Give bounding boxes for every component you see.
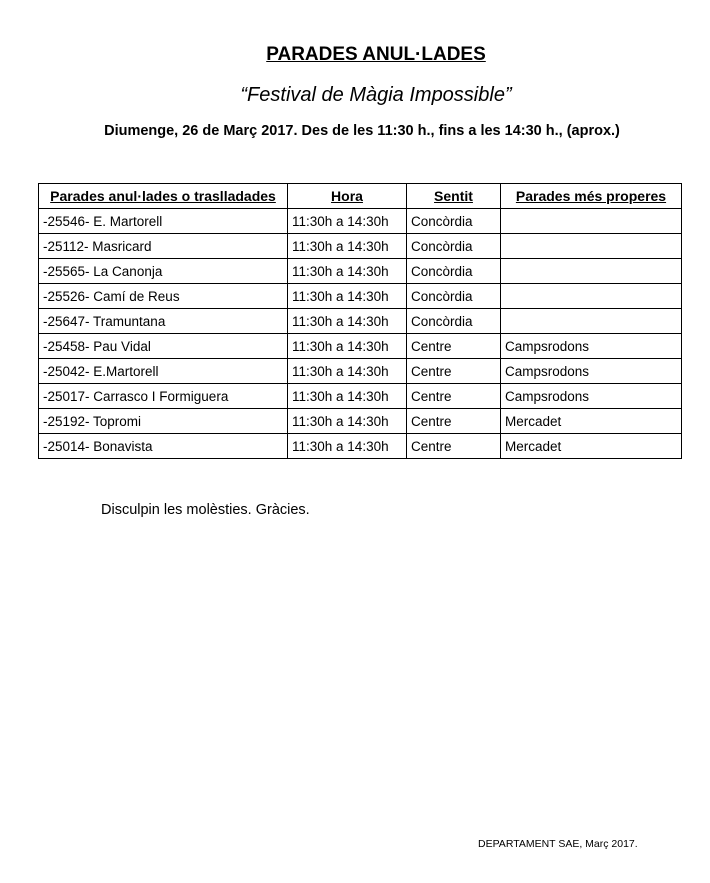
page-title: PARADES ANUL·LADES bbox=[266, 44, 486, 65]
time-cell: 11:30h a 14:30h bbox=[288, 309, 407, 334]
time-cell: 11:30h a 14:30h bbox=[288, 384, 407, 409]
table-row bbox=[39, 209, 682, 234]
nearest-stop-cell bbox=[501, 309, 682, 334]
event-subtitle: “Festival de Màgia Impossible” bbox=[240, 84, 512, 106]
direction-cell: Centre bbox=[407, 359, 501, 384]
nearest-stop-cell bbox=[501, 259, 682, 284]
nearest-stop-cell: Mercadet bbox=[501, 434, 682, 459]
stops-table bbox=[38, 183, 682, 459]
time-cell: 11:30h a 14:30h bbox=[288, 334, 407, 359]
time-cell: 11:30h a 14:30h bbox=[288, 284, 407, 309]
direction-cell: Centre bbox=[407, 409, 501, 434]
table-row bbox=[39, 434, 682, 459]
header-time: Hora bbox=[288, 184, 407, 209]
nearest-stop-cell: Campsrodons bbox=[501, 384, 682, 409]
header-stops: Parades anul·lades o traslladades bbox=[39, 184, 288, 209]
nearest-stop-cell: Campsrodons bbox=[501, 359, 682, 384]
direction-cell: Concòrdia bbox=[407, 209, 501, 234]
table-row bbox=[39, 284, 682, 309]
stop-cell: -25526- Camí de Reus bbox=[39, 284, 288, 309]
time-cell: 11:30h a 14:30h bbox=[288, 234, 407, 259]
direction-cell: Centre bbox=[407, 334, 501, 359]
date-line: Diumenge, 26 de Març 2017. Des de les 11:30 h., fins a les 14:30 h., (aprox.) bbox=[104, 123, 620, 139]
time-cell: 11:30h a 14:30h bbox=[288, 209, 407, 234]
nearest-stop-cell: Campsrodons bbox=[501, 334, 682, 359]
table-row bbox=[39, 309, 682, 334]
time-cell: 11:30h a 14:30h bbox=[288, 409, 407, 434]
stop-cell: -25565- La Canonja bbox=[39, 259, 288, 284]
direction-cell: Concòrdia bbox=[407, 309, 501, 334]
table-row bbox=[39, 384, 682, 409]
table-row bbox=[39, 409, 682, 434]
direction-cell: Concòrdia bbox=[407, 284, 501, 309]
time-cell: 11:30h a 14:30h bbox=[288, 259, 407, 284]
stop-cell: -25112- Masricard bbox=[39, 234, 288, 259]
table-body bbox=[39, 209, 682, 459]
direction-cell: Concòrdia bbox=[407, 234, 501, 259]
apology-note: Disculpin les molèsties. Gràcies. bbox=[101, 502, 310, 518]
table-header-row bbox=[39, 184, 682, 209]
table-row bbox=[39, 259, 682, 284]
stop-cell: -25017- Carrasco I Formiguera bbox=[39, 384, 288, 409]
stop-cell: -25546- E. Martorell bbox=[39, 209, 288, 234]
nearest-stop-cell bbox=[501, 209, 682, 234]
footer-signature: DEPARTAMENT SAE, Març 2017. bbox=[478, 838, 638, 850]
table-row bbox=[39, 334, 682, 359]
time-cell: 11:30h a 14:30h bbox=[288, 359, 407, 384]
stop-cell: -25458- Pau Vidal bbox=[39, 334, 288, 359]
nearest-stop-cell: Mercadet bbox=[501, 409, 682, 434]
nearest-stop-cell bbox=[501, 234, 682, 259]
table-row bbox=[39, 234, 682, 259]
direction-cell: Centre bbox=[407, 384, 501, 409]
direction-cell: Concòrdia bbox=[407, 259, 501, 284]
direction-cell: Centre bbox=[407, 434, 501, 459]
header-nearest-stops: Parades més properes bbox=[501, 184, 682, 209]
nearest-stop-cell bbox=[501, 284, 682, 309]
time-cell: 11:30h a 14:30h bbox=[288, 434, 407, 459]
stop-cell: -25042- E.Martorell bbox=[39, 359, 288, 384]
header-direction: Sentit bbox=[407, 184, 501, 209]
stop-cell: -25647- Tramuntana bbox=[39, 309, 288, 334]
stop-cell: -25192- Topromi bbox=[39, 409, 288, 434]
table-row bbox=[39, 359, 682, 384]
stop-cell: -25014- Bonavista bbox=[39, 434, 288, 459]
